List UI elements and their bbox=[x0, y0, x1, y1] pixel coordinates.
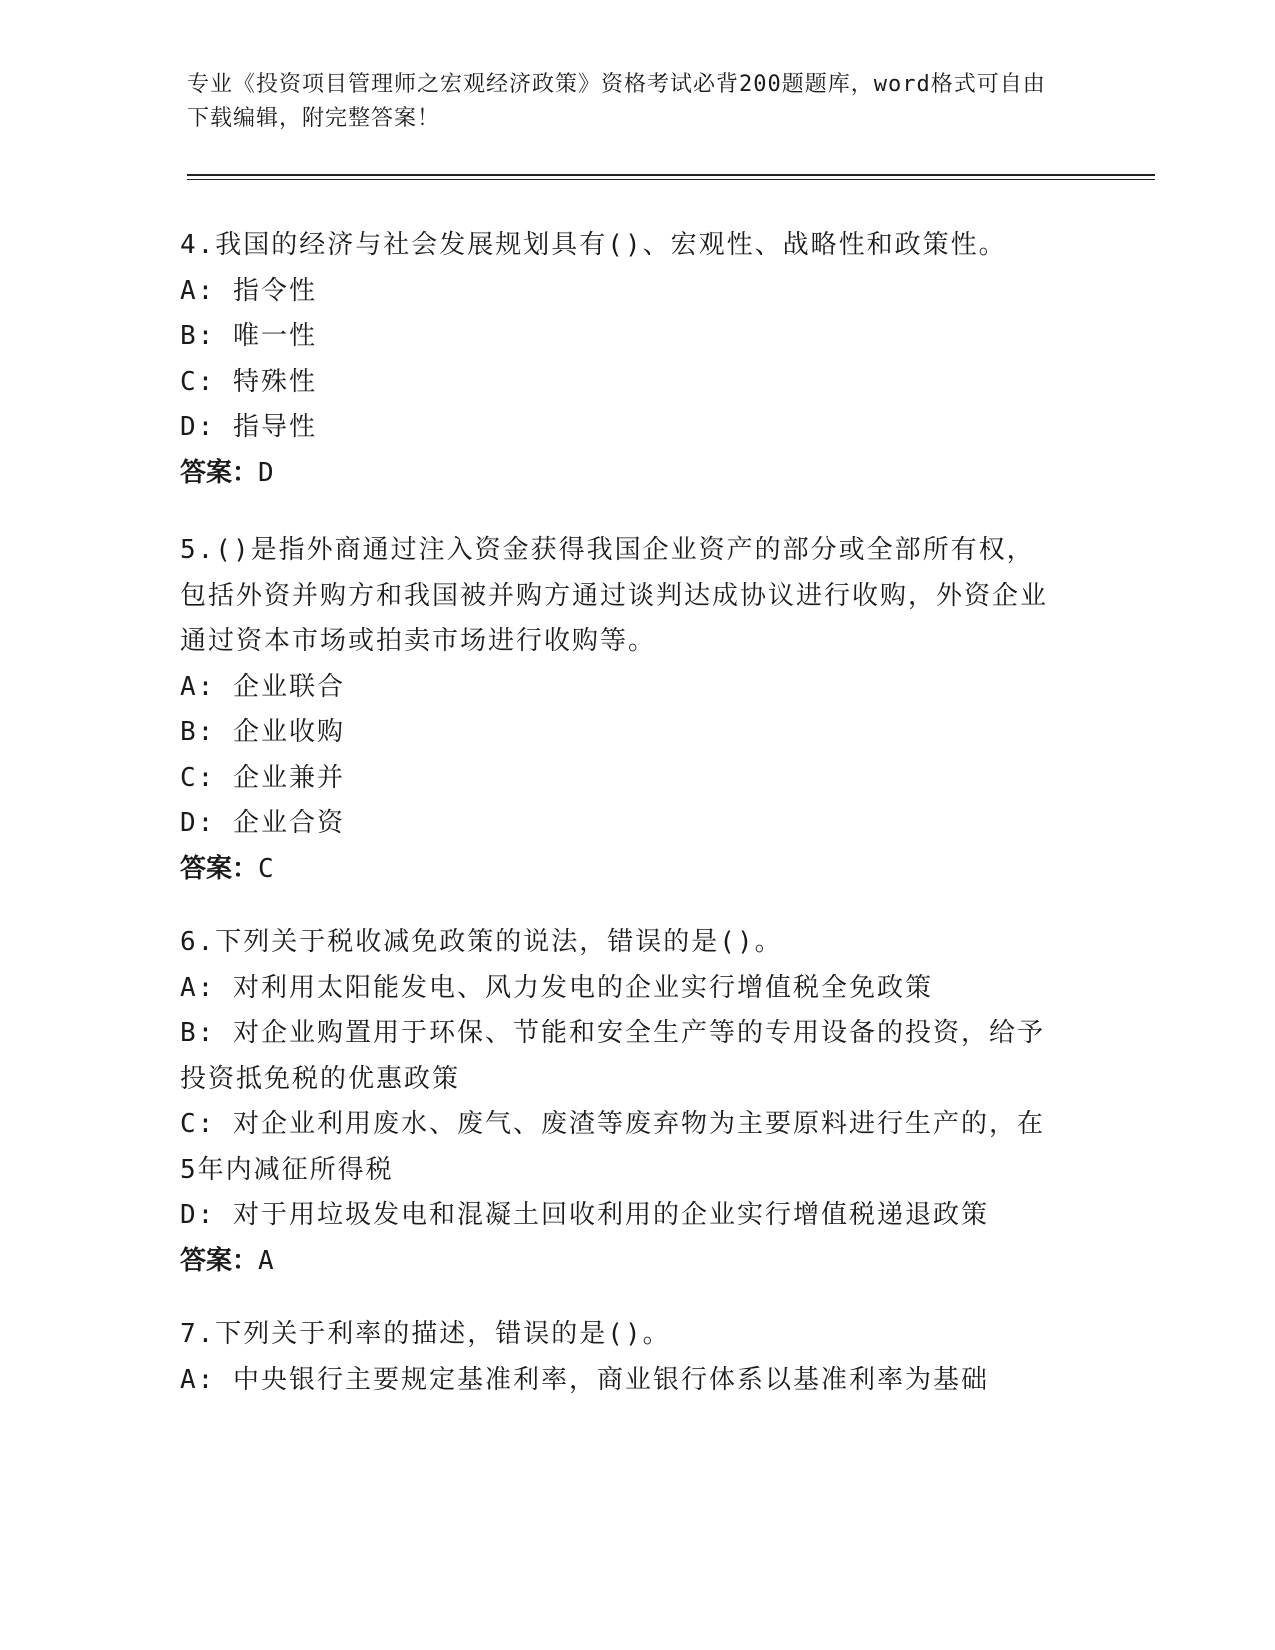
question-stem: 6.下列关于税收减免政策的说法，错误的是()。 bbox=[180, 927, 783, 957]
option-b: B: 企业收购 bbox=[180, 717, 345, 747]
question-stem: 4.我国的经济与社会发展规划具有()、宏观性、战略性和政策性。 bbox=[180, 230, 1007, 260]
question-stem: 5.()是指外商通过注入资金获得我国企业资产的部分或全部所有权，包括外资并购方和我国被并购方通过谈判达成协议进行收购，外资企业通过资本市场或拍卖市场进行收购等。 bbox=[180, 535, 1049, 656]
question-5 bbox=[180, 528, 1060, 892]
option-d: D: 指导性 bbox=[180, 412, 317, 442]
header-divider bbox=[187, 174, 1155, 180]
answer-value: A bbox=[258, 1245, 275, 1276]
option-a: A: 对利用太阳能发电、风力发电的企业实行增值税全免政策 bbox=[180, 972, 933, 1003]
answer-label: 答案： bbox=[180, 1245, 259, 1276]
document-header: 专业《投资项目管理师之宏观经济政策》资格考试必背200题题库，word格式可自由下载编辑，附完整答案！ bbox=[187, 72, 1046, 131]
option-d: D: 企业合资 bbox=[180, 808, 345, 838]
option-d: D: 对于用垃圾发电和混凝土回收利用的企业实行增值税递退政策 bbox=[180, 1200, 989, 1230]
answer-label: 答案： bbox=[180, 853, 259, 884]
question-4 bbox=[180, 223, 1060, 496]
option-b: B: 对企业购置用于环保、节能和安全生产等的专用设备的投资，给予投资抵免税的优惠政策 bbox=[180, 1018, 1045, 1094]
option-a: A: 指令性 bbox=[180, 275, 317, 306]
option-b: B: 唯一性 bbox=[180, 321, 317, 351]
answer-value: C bbox=[258, 853, 275, 884]
document-page bbox=[187, 68, 1097, 180]
answer-line bbox=[180, 451, 1060, 497]
answer-line bbox=[180, 847, 1060, 893]
answer-value: D bbox=[258, 457, 275, 488]
option-a: A: 中央银行主要规定基准利率，商业银行体系以基准利率为基础 bbox=[180, 1364, 989, 1395]
question-stem: 7.下列关于利率的描述，错误的是()。 bbox=[180, 1319, 671, 1349]
option-c: C: 特殊性 bbox=[180, 366, 317, 397]
question-7 bbox=[180, 1312, 1060, 1403]
option-a: A: 企业联合 bbox=[180, 671, 345, 702]
answer-label: 答案： bbox=[180, 457, 259, 488]
answer-line bbox=[180, 1239, 1060, 1285]
option-c: C: 对企业利用废水、废气、废渣等废弃物为主要原料进行生产的，在5年内减征所得税 bbox=[180, 1109, 1045, 1185]
option-c: C: 企业兼并 bbox=[180, 762, 345, 793]
question-6 bbox=[180, 920, 1060, 1284]
